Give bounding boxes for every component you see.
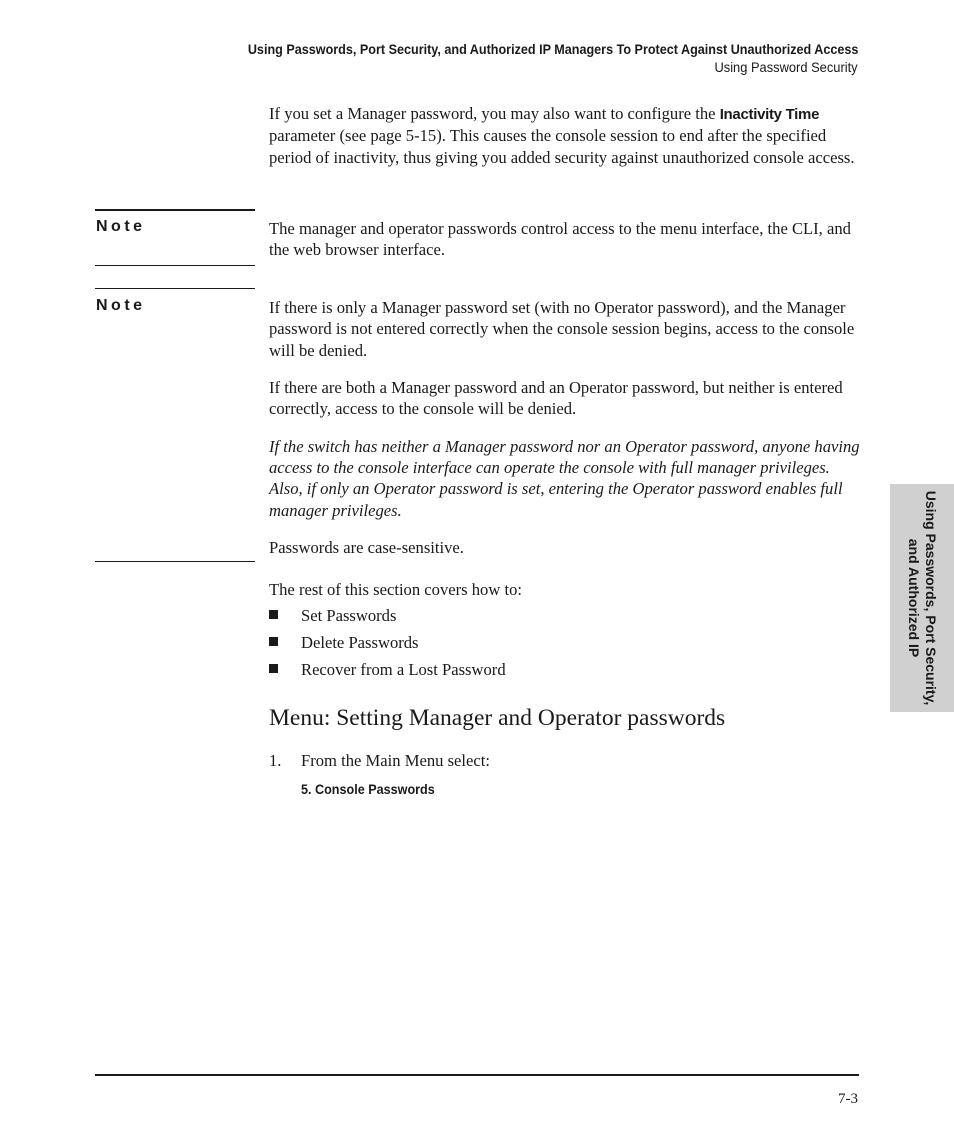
intro-paragraph [269, 103, 859, 168]
list-item-text: Recover from a Lost Password [301, 659, 506, 679]
step-text: From the Main Menu select: [301, 751, 490, 770]
overview-intro: The rest of this section covers how to: [269, 580, 522, 599]
side-tab-label: Using Passwords, Port Security, and Authorized IP [906, 490, 939, 706]
inactivity-time-keyword: Inactivity Time [719, 106, 820, 123]
menu-item-console-passwords: 5. Console Passwords [301, 781, 435, 797]
step-1 [269, 750, 859, 771]
list-item [269, 605, 859, 632]
step-number: 1. [269, 751, 282, 770]
note2-top-rule [95, 288, 255, 289]
note2-paragraph-2: If there are both a Manager password and an Operator password, but neither is entered correctly, access to the console will be denied. [269, 378, 843, 419]
note2-label: Note [96, 297, 146, 314]
note1-label: Note [96, 218, 146, 235]
note2-paragraph-4: Passwords are case-sensitive. [269, 538, 464, 558]
chapter-side-tab [890, 484, 954, 712]
note1-text: The manager and operator passwords control access to the menu interface, the CLI, and the web browser interface. [269, 219, 851, 260]
list-item [269, 659, 859, 686]
square-bullet-icon [269, 664, 278, 673]
list-item-text: Set Passwords [301, 606, 397, 626]
note2-bottom-rule [95, 561, 255, 562]
running-header-subtitle: Using Password Security [714, 59, 858, 75]
note2-body [269, 297, 861, 574]
note2-paragraph-3: If the switch has neither a Manager password nor an Operator password, anyone having access to the console interface can operate the console with full manager privileges. Also, if only an Operator password is set, entering the Operator password enables full manager privileges. [269, 436, 860, 520]
intro-text-after: parameter (see page 5-15). This causes the console session to end after the specified period of inactivity, thus giving you added security against unauthorized console access. [269, 126, 855, 167]
note2-paragraph-1: If there is only a Manager password set (with no Operator password), and the Manager password is not entered correctly when the console session begins, access to the console will be denied. [269, 298, 855, 360]
list-item-text: Delete Passwords [301, 633, 419, 652]
overview-bullet-list [269, 605, 859, 685]
running-header-title: Using Passwords, Port Security, and Authorized IP Managers To Protect Against Unauthorized Access [247, 41, 858, 57]
page-number: 7-3 [838, 1091, 858, 1107]
note1-bottom-rule [95, 265, 255, 266]
section-overview [269, 579, 859, 685]
section-heading: Menu: Setting Manager and Operator passwords [269, 705, 726, 731]
list-item [269, 632, 859, 659]
note1-top-rule [95, 209, 255, 211]
square-bullet-icon [269, 637, 278, 646]
footer-rule [95, 1074, 859, 1076]
intro-text-before: If you set a Manager password, you may also want to configure the [269, 104, 720, 123]
square-bullet-icon [269, 610, 278, 619]
